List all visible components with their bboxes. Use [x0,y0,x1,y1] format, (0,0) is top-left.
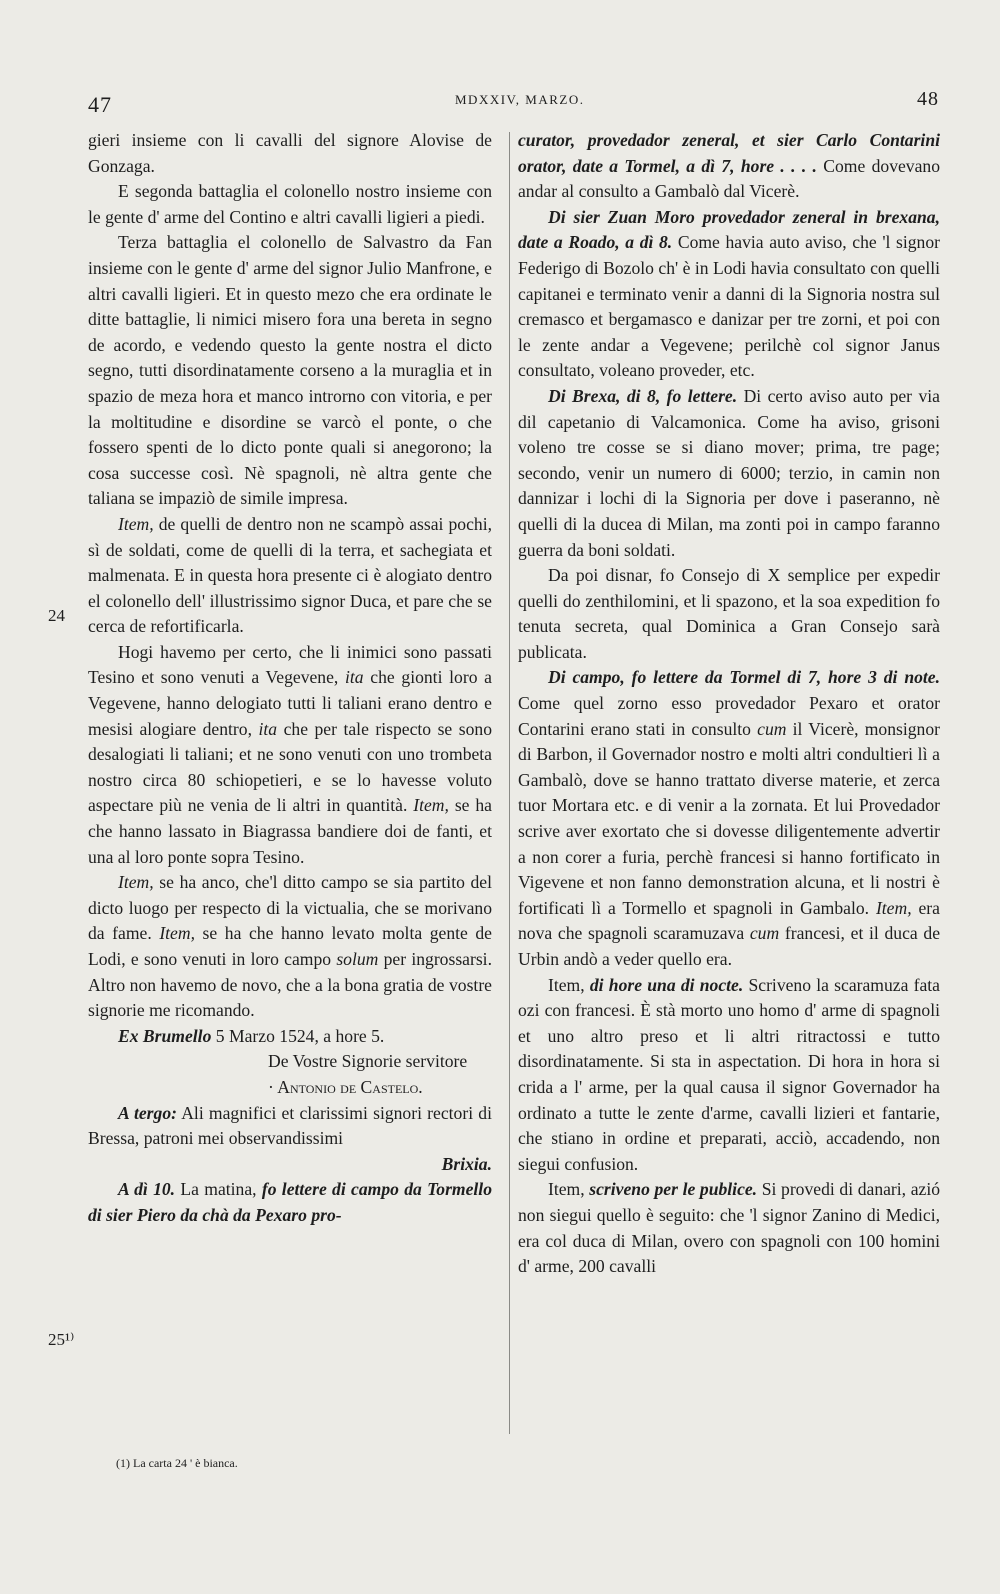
column-divider [509,132,510,1434]
text-run: per ingrossarsi. Altro non havemo de novo, che a la bona gratia de vostre signorie me ricomando. [88,949,492,1021]
text-run: Come dovevano andar al consulto a Gambalò dal Vicerè. [518,155,940,202]
running-header: MDXXIV, MARZO. [455,92,585,107]
text-run: che gionti loro a Vegevene, hanno delogiato tutti li taliani erano dentro e mesisi alogiare dentro, [88,667,492,739]
text-run: Come havia auto aviso, che 'l signor Federigo di Bozolo ch' è in Lodi havia consultato con quelli capitanei e terminato venir a danni di la Signoria nostra sul cremasco et bergamasco e danizar per tre zorni, et poi con le zente andar a Vegevene; perilchè col signor Janus consultato, voleano proveder, etc. [518,232,941,381]
signature: · Antonio de Castelo. [268,1076,423,1097]
paragraph [518,205,940,384]
left-column [88,128,492,1229]
paragraph: E segonda battaglia el colonello nostro insieme con le gente d' arme del Contino e altri cavalli ligieri a piedi. [88,181,492,227]
paragraph [518,973,940,1178]
right-column [518,128,940,1280]
paragraph [518,128,940,205]
paragraph: Da poi disnar, fo Consejo di X semplice per expedir quelli do zenthilomini, et li spazono, et la soa expedition fo tenuta secreta, qual Dominica a Gran Consejo sarà publicata. [518,565,940,662]
italic-term: curator, provedador zeneral, et sier Carlo Contarini orator, date a Tormel, a dì 7, hore . . . . [518,130,940,176]
paragraph [88,870,492,1024]
text-run: Item, [548,974,590,995]
margin-number-24: 24 [48,606,65,625]
italic-term: Item, [875,897,912,918]
italic-term: cum [757,718,787,739]
italic-term: Item, [159,923,195,944]
text-run: La matina, [175,1179,262,1200]
text-run: Hogi havemo per certo, che li inimici sono passati Tesino et sono venuti a Vegevene, [88,641,492,688]
italic-term: scriveno per le publice. [589,1179,758,1200]
text-run: Scriveno la scaramuza fata ozi con francesi. È stà morto uno homo d' arme di spagnoli et uno altro preso et li altri ritractossi e tutto disordinatamente. Si sta in aspectation. Di hora in hora si crida a l' arme, per la qual causa il signor Governador ha ordinato a tutte le zente d'arme, cavalli lizieri et fantarie, che stiano in ordine et preparati, acciò, accadendo, non siegui confusion. [518,974,940,1174]
italic-term: Di Brexa, di 8, fo lettere. [548,385,738,406]
text-run: se ha che hanno levato molta gente de Lodi, e sono venuti in loro campo [88,923,492,969]
text-run: de quelli de dentro non ne scampò assai pochi, sì de soldati, come de quelli di la terra, et sachegiata et malmenata. E in questa hora presente ci è alogiato dentro el colonello dell' illustrissimo signor Duca, et pare che se cerca de refortificarla. [88,513,492,637]
text-run: se ha che hanno lassato in Biagrassa bandiere doi de fanti, et una al loro ponte sopra Tesino. [88,795,492,867]
italic-term: ita [345,667,364,688]
paragraph [88,1101,492,1152]
italic-term: Item, [118,513,154,534]
italic-term: ita [258,718,278,739]
paragraph [88,512,492,640]
italic-term: Item, [413,795,449,816]
footnote: (1) La carta 24 ' è bianca. [116,1456,238,1470]
paragraph [88,640,492,870]
paragraph [518,665,940,972]
paragraph: gieri insieme con li cavalli del signore Alovise de Gonzaga. [88,130,492,176]
page-number-right: 48 [917,88,939,110]
closing-line: De Vostre Signorie servitore [268,1051,468,1072]
italic-term: Di campo, fo lettere da Tormel di 7, hore 3 di note. [548,667,940,688]
italic-term: A tergo: [118,1102,177,1123]
text-run: se ha anco, che'l ditto campo se sia partito del dicto luogo per respecto di la victualia, che se morivano da fame. [88,872,492,944]
paragraph [518,1177,940,1279]
italic-term: A dì 10. [118,1179,176,1200]
text-run: Item, [548,1179,590,1200]
text-run: Di certo aviso auto per via dil capetanio di Valcamonica. Come ha aviso, grisoni voleno tre cosse se si diano mover; prima, tre page; secondo, venir un numero di 6000; terzio, in camin non dannizar i lochi di la Signoria per dove i paseranno, nè quelli di la ducea di Milan, ma zonti poi in campo faranno guerra da boni soldati. [518,385,940,560]
italic-term: di hore una di nocte. [589,974,744,995]
italic-term: solum [336,949,379,969]
italic-term: cum [749,923,780,944]
italic-term: fo lettere di campo da Tormello di sier Piero da chà da Pexaro pro- [88,1179,492,1225]
text-run: Ali magnifici et clarissimi signori rectori di Bressa, patroni mei observandissimi [88,1102,492,1149]
italic-term: Di sier Zuan Moro provedador zeneral in brexana, date a Roado, a dì 8. [518,206,940,253]
text-run: il Vicerè, monsignor di Barbon, il Governador nostro e molti altri condultieri lì a Gambalò, dove se hanno trattato diverse materie, et zerca tuor Mortara etc. e di venir a la zornata. Et lui Provedador scrive aver exortato che si dovesse diligentemente advertir a non corer a furia, perchè francesi si hanno fortificato in Vigevene et non fanno demonstration alcuna, et li nostri è fortificati lì a Tormello et spagnoli in Gambalo. [518,718,940,918]
address-line: Brixia. [441,1153,492,1174]
text-run: francesi, et il duca de Urbin andò a veder quello era. [518,923,941,969]
text-run: Come quel zorno esso provedador Pexaro et orator Contarini erano stati in consulto [518,693,940,739]
paragraph [518,384,940,563]
italic-term: Item, [118,872,154,893]
dateline [88,1024,492,1050]
page-number-left: 47 [88,92,112,117]
text-run: Si provedi di danari, azió non siegui quello è seguito: che 'l signor Zanino di Medici, era col duca di Milan, overo con spagnoli con 100 homini d' arme, 200 cavalli [518,1179,941,1277]
paragraph [88,1177,492,1228]
text-run: 5 Marzo 1524, a hore 5. [211,1025,385,1046]
paragraph: Terza battaglia el colonello de Salvastro da Fan insieme con le gente d' arme del signor Julio Manfrone, e altri cavalli ligieri. Et in questo mezo che era ordinate le ditte battaglie, li nimici misero fora una bereta in segno de acordo, e vedendo questo la gente nostra el dicto segno, tutti disordinatamente corseno a la muraglia et in spazio de meza hora et manco introrno con vitoria, e per la moltitudine e disordine se varcò el ponte, o che fossero spenti de lo dicto ponte quali si anegorono; la cosa successe così. Nè spagnoli, nè altra gente che taliana se impaziò de simile impresa. [88,232,492,509]
text-run: che per tale rispecto se sono desalogiati li taliani; et ne sono venuti con uno trombeta nostro circa 80 schiopetieri, e se lo havesse voluto aspectare più ne venia de li altri in quantità. [88,718,492,816]
text-run: era nova che spagnoli scaramuzava [518,897,940,944]
italic-term: Ex Brumello [118,1025,212,1046]
margin-number-25: 25¹⁾ [48,1330,75,1349]
